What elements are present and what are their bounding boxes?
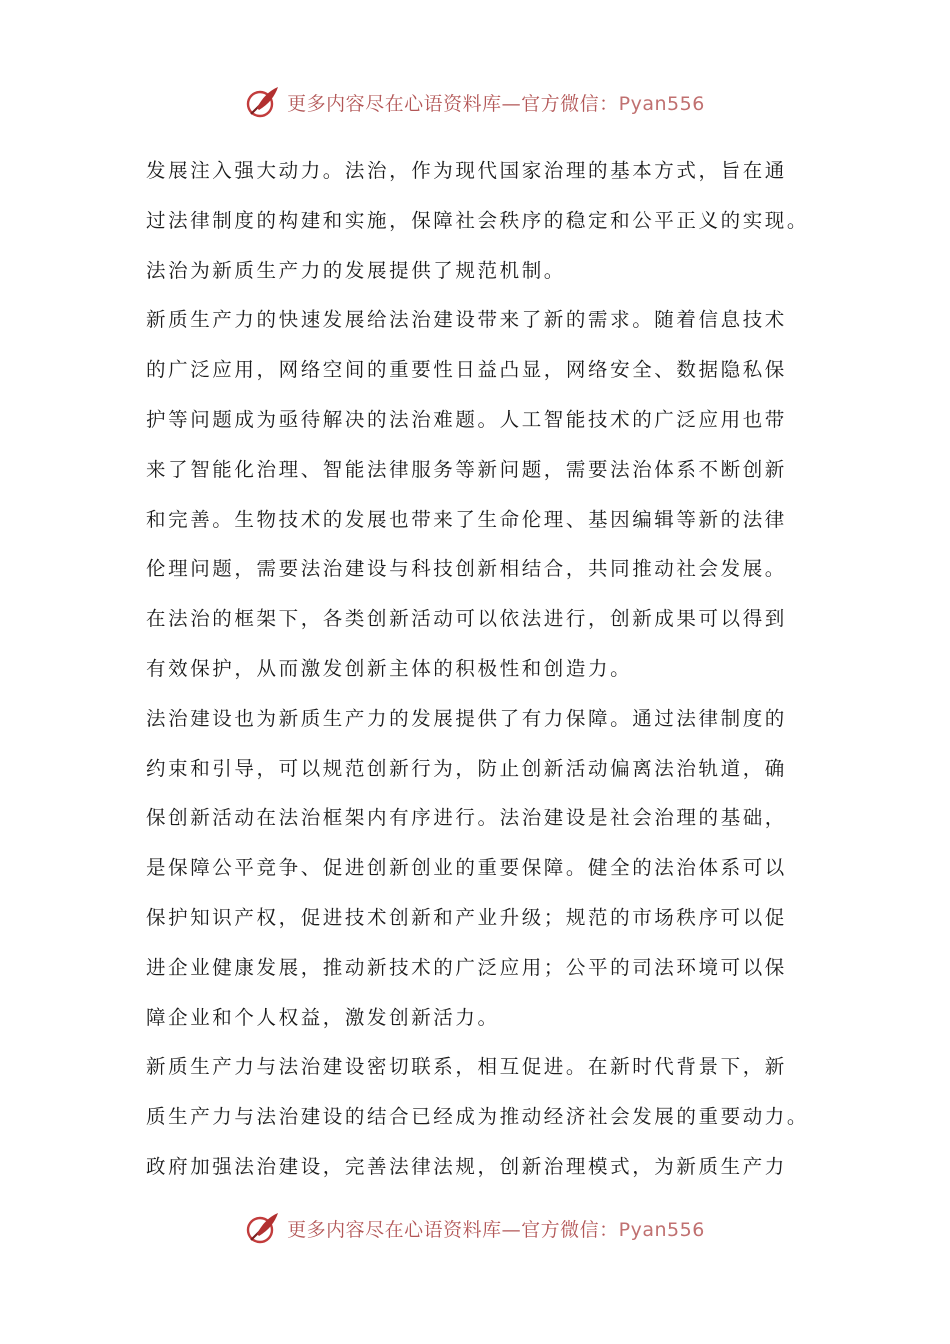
body-line: 伦理问题，需要法治建设与科技创新相结合，共同推动社会发展。 <box>146 557 787 581</box>
body-line: 有效保护，从而激发创新主体的积极性和创造力。 <box>146 656 633 680</box>
quill-logo-icon <box>245 84 281 120</box>
body-line: 的广泛应用，网络空间的重要性日益凸显，网络安全、数据隐私保 <box>146 358 787 382</box>
header-banner-text: 更多内容尽在心语资料库—官方微信：Pyan556 <box>287 92 705 115</box>
footer-banner <box>0 1210 950 1246</box>
header-banner <box>0 84 950 120</box>
body-line: 保护知识产权，促进技术创新和产业升级；规范的市场秩序可以促 <box>146 905 787 929</box>
body-line: 和完善。生物技术的发展也带来了生命伦理、基因编辑等新的法律 <box>146 507 787 531</box>
body-line: 发展注入强大动力。法治，作为现代国家治理的基本方式，旨在通 <box>146 159 787 182</box>
body-line: 法治建设也为新质生产力的发展提供了有力保障。通过法律制度的 <box>146 706 787 730</box>
document-body <box>146 146 816 1192</box>
body-line: 过法律制度的构建和实施，保障社会秩序的稳定和公平正义的实现。 <box>146 208 810 232</box>
body-line: 新质生产力的快速发展给法治建设带来了新的需求。随着信息技术 <box>146 308 787 332</box>
body-line: 法治为新质生产力的发展提供了规范机制。 <box>146 258 566 282</box>
body-line: 障企业和个人权益，激发创新活力。 <box>146 1005 500 1029</box>
quill-logo-icon <box>245 1210 281 1246</box>
body-line: 新质生产力与法治建设密切联系，相互促进。在新时代背景下，新 <box>146 1055 787 1079</box>
body-line: 保创新活动在法治框架内有序进行。法治建设是社会治理的基础， <box>146 806 787 830</box>
body-line: 在法治的框架下，各类创新活动可以依法进行，创新成果可以得到 <box>146 607 787 631</box>
body-line: 是保障公平竞争、促进创新创业的重要保障。健全的法治体系可以 <box>146 856 787 880</box>
footer-banner-text: 更多内容尽在心语资料库—官方微信：Pyan556 <box>287 1218 705 1241</box>
body-line: 约束和引导，可以规范创新行为，防止创新活动偏离法治轨道，确 <box>146 756 787 780</box>
body-line: 质生产力与法治建设的结合已经成为推动经济社会发展的重要动力。 <box>146 1105 810 1129</box>
body-line: 来了智能化治理、智能法律服务等新问题，需要法治体系不断创新 <box>146 457 787 481</box>
body-line: 护等问题成为亟待解决的法治难题。人工智能技术的广泛应用也带 <box>146 407 787 431</box>
body-line: 进企业健康发展，推动新技术的广泛应用；公平的司法环境可以保 <box>146 955 787 979</box>
body-line: 政府加强法治建设，完善法律法规，创新治理模式，为新质生产力 <box>146 1154 787 1178</box>
